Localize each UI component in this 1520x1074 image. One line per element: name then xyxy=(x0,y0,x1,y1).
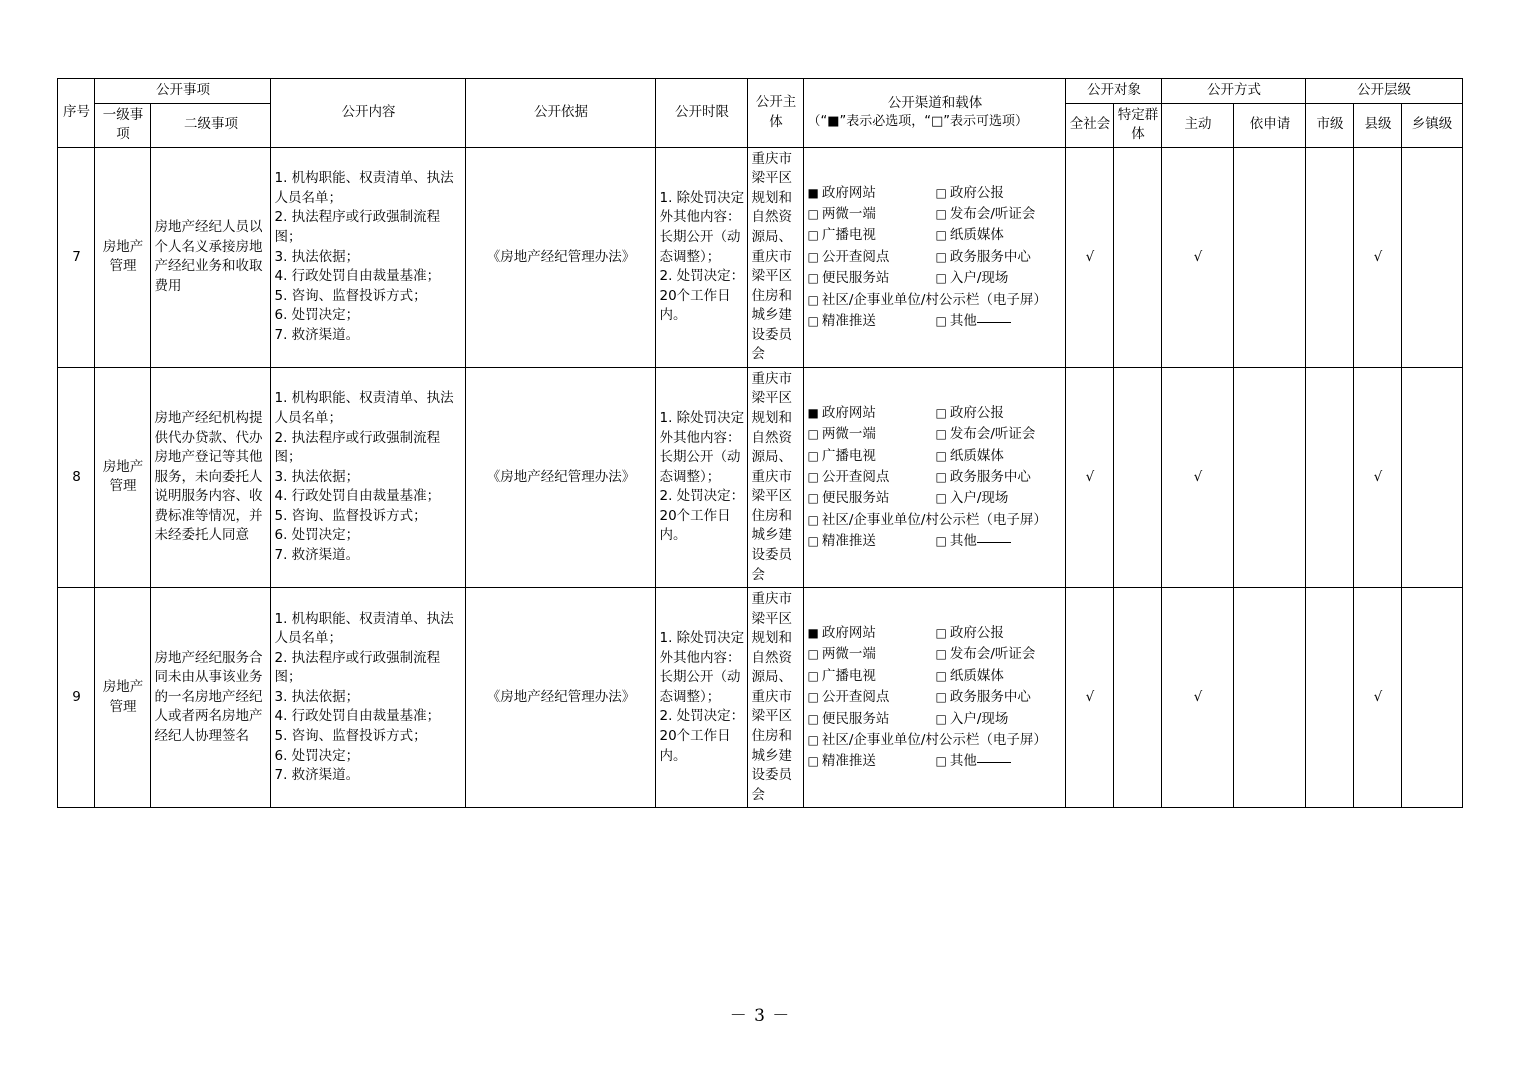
cell-method-active: √ xyxy=(1162,147,1234,367)
channel-option[interactable]: ■ 政府网站 xyxy=(807,624,935,643)
cell-disclosure-subject: 重庆市梁平区规划和自然资源局、重庆市梁平区住房和城乡建设委员会 xyxy=(748,588,804,808)
cell-level-town xyxy=(1402,147,1462,367)
cell-level1-item: 房地产管理 xyxy=(95,367,151,587)
channel-option[interactable]: □ 精准推送 xyxy=(807,752,935,771)
header-seq xyxy=(58,79,95,148)
cell-level2-item: 房地产经纪服务合同未由从事该业务的一名房地产经纪人或者两名房地产经纪人协理签名 xyxy=(151,588,271,808)
cell-level-city xyxy=(1306,588,1354,808)
cell-level2-item: 房地产经纪机构提供代办贷款、代办房地产登记等其他服务，未向委托人说明服务内容、收费标准等情况，并未经委托人同意 xyxy=(151,367,271,587)
cell-method-request xyxy=(1234,367,1306,587)
cell-disclosure-limit: 1. 除处罚决定外其他内容：长期公开（动态调整）； 2. 处罚决定：20个工作日内。 xyxy=(656,588,748,808)
channel-option[interactable]: □ 精准推送 xyxy=(807,312,935,331)
header-channel-note: （“■”表示必选项，“□”表示可选项） xyxy=(807,114,1028,130)
channel-option[interactable]: □ 其他 xyxy=(935,752,1062,771)
channel-option[interactable]: □ 公开查阅点 xyxy=(807,468,935,487)
cell-method-active: √ xyxy=(1162,367,1234,587)
cell-method-request xyxy=(1234,588,1306,808)
channel-option[interactable]: □ 纸质媒体 xyxy=(935,667,1062,686)
cell-level-city xyxy=(1306,367,1354,587)
cell-audience-all: √ xyxy=(1066,147,1114,367)
table-body xyxy=(58,147,1462,808)
cell-disclosure-subject: 重庆市梁平区规划和自然资源局、重庆市梁平区住房和城乡建设委员会 xyxy=(748,367,804,587)
channel-option[interactable]: □ 纸质媒体 xyxy=(935,447,1062,466)
table-header xyxy=(58,79,1462,148)
header-channel-title: 公开渠道和载体 xyxy=(887,94,983,111)
cell-channels xyxy=(804,147,1066,367)
header-subject: 公开主体 xyxy=(748,79,804,148)
channel-option[interactable]: □ 公开查阅点 xyxy=(807,688,935,707)
channel-option[interactable]: □ 政务服务中心 xyxy=(935,688,1062,707)
cell-disclosure-basis: 《房地产经纪管理办法》 xyxy=(466,147,656,367)
channel-option[interactable]: □ 精准推送 xyxy=(807,532,935,551)
channel-option[interactable]: □ 政务服务中心 xyxy=(935,468,1062,487)
cell-audience-all: √ xyxy=(1066,588,1114,808)
channel-option[interactable]: ■ 政府网站 xyxy=(807,184,935,203)
cell-sequence: 9 xyxy=(58,588,95,808)
header-method-request: 依申请 xyxy=(1234,103,1306,147)
cell-disclosure-content: 1. 机构职能、权责清单、执法人员名单； 2. 执法程序或行政强制流程图； 3. 执法依据； 4. 行政处罚自由裁量基准； 5. 咨询、监督投诉方式； 6. 处罚决定； 7. 救济渠道。 xyxy=(271,588,466,808)
header-level-county: 县级 xyxy=(1354,103,1402,147)
cell-level-city xyxy=(1306,147,1354,367)
table-row xyxy=(58,147,1462,367)
cell-audience-all: √ xyxy=(1066,367,1114,587)
cell-method-request xyxy=(1234,147,1306,367)
cell-disclosure-limit: 1. 除处罚决定外其他内容：长期公开（动态调整）； 2. 处罚决定：20个工作日内。 xyxy=(656,367,748,587)
cell-level-county: √ xyxy=(1354,588,1402,808)
cell-disclosure-content: 1. 机构职能、权责清单、执法人员名单； 2. 执法程序或行政强制流程图； 3. 执法依据； 4. 行政处罚自由裁量基准； 5. 咨询、监督投诉方式； 6. 处罚决定； 7. 救济渠道。 xyxy=(271,367,466,587)
channel-option[interactable]: □ 社区/企事业单位/村公示栏（电子屏） xyxy=(807,731,1062,750)
cell-method-active: √ xyxy=(1162,588,1234,808)
header-method-group: 公开方式 xyxy=(1162,79,1306,104)
cell-sequence: 8 xyxy=(58,367,95,587)
header-audience-specific: 特定群体 xyxy=(1114,103,1162,147)
channel-option[interactable]: □ 两微一端 xyxy=(807,205,935,224)
header-basis: 公开依据 xyxy=(466,79,656,148)
table-row xyxy=(58,588,1462,808)
cell-channels xyxy=(804,588,1066,808)
cell-level-county: √ xyxy=(1354,147,1402,367)
channel-option[interactable]: □ 政府公报 xyxy=(935,184,1062,203)
header-level2: 二级事项 xyxy=(151,103,271,147)
cell-disclosure-content: 1. 机构职能、权责清单、执法人员名单； 2. 执法程序或行政强制流程图； 3. 执法依据； 4. 行政处罚自由裁量基准； 5. 咨询、监督投诉方式； 6. 处罚决定； 7. 救济渠道。 xyxy=(271,147,466,367)
channel-option[interactable]: □ 社区/企事业单位/村公示栏（电子屏） xyxy=(807,511,1062,530)
channel-option[interactable]: □ 两微一端 xyxy=(807,645,935,664)
header-seq-label: 序号 xyxy=(62,104,90,121)
channel-option[interactable]: □ 其他 xyxy=(935,312,1062,331)
channel-option[interactable]: □ 便民服务站 xyxy=(807,489,935,508)
header-method-active: 主动 xyxy=(1162,103,1234,147)
channel-option[interactable]: □ 入户/现场 xyxy=(935,710,1062,729)
table-row xyxy=(58,367,1462,587)
cell-audience-specific xyxy=(1114,367,1162,587)
header-content: 公开内容 xyxy=(271,79,466,148)
channel-option[interactable]: ■ 政府网站 xyxy=(807,404,935,423)
channel-option[interactable]: □ 政府公报 xyxy=(935,624,1062,643)
cell-level2-item: 房地产经纪人员以个人名义承接房地产经纪业务和收取费用 xyxy=(151,147,271,367)
channel-option[interactable]: □ 入户/现场 xyxy=(935,269,1062,288)
header-audience-group: 公开对象 xyxy=(1066,79,1162,104)
header-level1: 一级事项 xyxy=(95,103,151,147)
channel-option[interactable]: □ 其他 xyxy=(935,532,1062,551)
channel-option[interactable]: □ 便民服务站 xyxy=(807,710,935,729)
cell-disclosure-subject: 重庆市梁平区规划和自然资源局、重庆市梁平区住房和城乡建设委员会 xyxy=(748,147,804,367)
cell-audience-specific xyxy=(1114,588,1162,808)
channel-option[interactable]: □ 便民服务站 xyxy=(807,269,935,288)
channel-option[interactable]: □ 政务服务中心 xyxy=(935,248,1062,267)
channel-option[interactable]: □ 政府公报 xyxy=(935,404,1062,423)
header-level-city: 市级 xyxy=(1306,103,1354,147)
channel-option[interactable]: □ 纸质媒体 xyxy=(935,226,1062,245)
cell-channels xyxy=(804,367,1066,587)
cell-level1-item: 房地产管理 xyxy=(95,588,151,808)
cell-level-town xyxy=(1402,588,1462,808)
cell-audience-specific xyxy=(1114,147,1162,367)
disclosure-matrix-table xyxy=(57,78,1462,808)
cell-level-county: √ xyxy=(1354,367,1402,587)
channel-option[interactable]: □ 发布会/听证会 xyxy=(935,645,1062,664)
cell-disclosure-basis: 《房地产经纪管理办法》 xyxy=(466,367,656,587)
cell-sequence: 7 xyxy=(58,147,95,367)
header-level-town: 乡镇级 xyxy=(1402,103,1462,147)
header-audience-all: 全社会 xyxy=(1066,103,1114,147)
channel-option[interactable]: □ 广播电视 xyxy=(807,226,935,245)
channel-option[interactable]: □ 发布会/听证会 xyxy=(935,205,1062,224)
channel-option[interactable]: □ 广播电视 xyxy=(807,447,935,466)
channel-option[interactable]: □ 两微一端 xyxy=(807,425,935,444)
cell-disclosure-limit: 1. 除处罚决定外其他内容：长期公开（动态调整）； 2. 处罚决定：20个工作日内。 xyxy=(656,147,748,367)
channel-option[interactable]: □ 公开查阅点 xyxy=(807,248,935,267)
header-items-group: 公开事项 xyxy=(95,79,271,104)
header-limit: 公开时限 xyxy=(656,79,748,148)
channel-option[interactable]: □ 发布会/听证会 xyxy=(935,425,1062,444)
cell-disclosure-basis: 《房地产经纪管理办法》 xyxy=(466,588,656,808)
cell-level1-item: 房地产管理 xyxy=(95,147,151,367)
channel-option[interactable]: □ 入户/现场 xyxy=(935,489,1062,508)
page-number: － 3 － xyxy=(729,1006,791,1026)
channel-option[interactable]: □ 社区/企事业单位/村公示栏（电子屏） xyxy=(807,291,1062,310)
channel-option[interactable]: □ 广播电视 xyxy=(807,667,935,686)
cell-level-town xyxy=(1402,367,1462,587)
header-level-group: 公开层级 xyxy=(1306,79,1462,104)
header-channel-group xyxy=(804,79,1066,148)
